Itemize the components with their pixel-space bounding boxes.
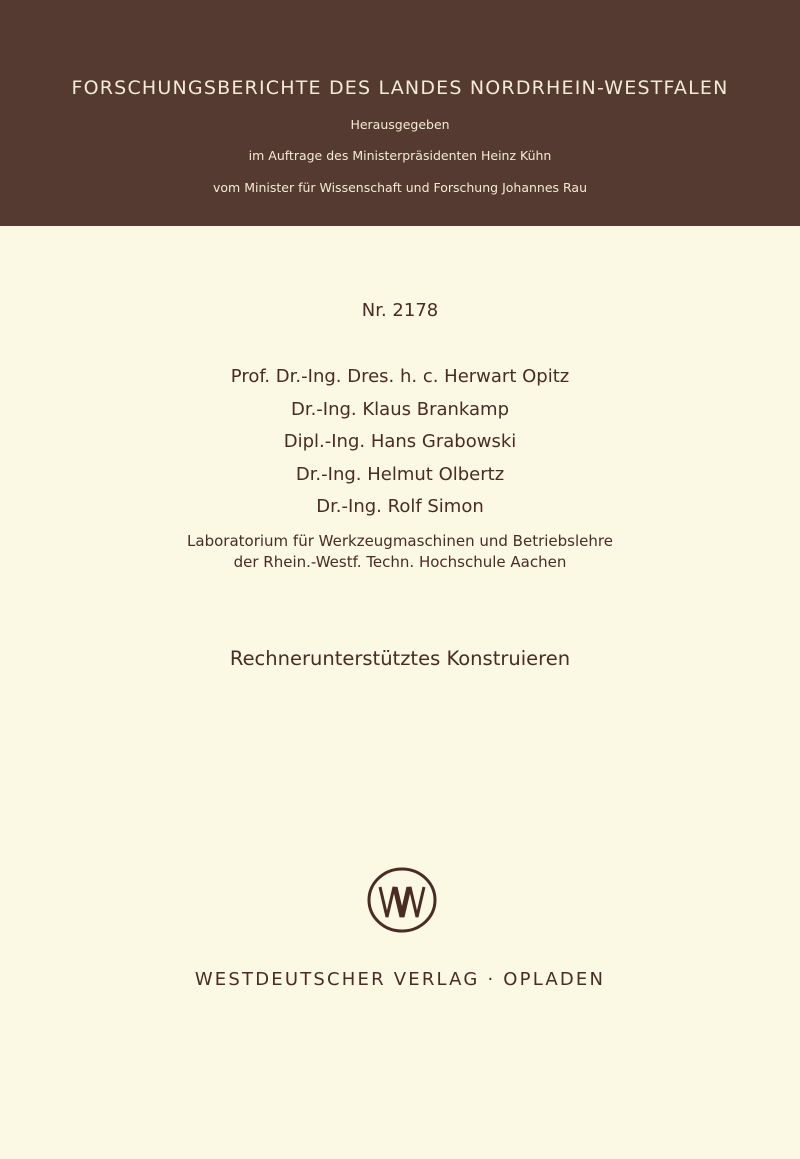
author-name: Prof. Dr.-Ing. Dres. h. c. Herwart Opitz — [230, 366, 570, 387]
cover-header-band — [0, 0, 800, 226]
header-editor-line: Herausgegeben — [350, 117, 450, 132]
author-name: Dr.-Ing. Helmut Olbertz — [295, 463, 505, 485]
publisher-imprint: WESTDEUTSCHER VERLAG · OPLADEN — [194, 969, 606, 990]
institute-line: der Rhein.-Westf. Techn. Hochschule Aachen — [233, 553, 567, 571]
header-commission-line: im Auftrage des Ministerpräsidenten Heinz Kühn — [248, 148, 552, 163]
author-list — [0, 361, 800, 524]
report-number: Nr. 2178 — [361, 300, 439, 321]
institute-line: Laboratorium für Werkzeugmaschinen und Betriebslehre — [187, 532, 613, 550]
author-name: Dr.-Ing. Klaus Brankamp — [290, 398, 510, 420]
author-name: Dipl.-Ing. Hans Grabowski — [283, 431, 517, 452]
westdeutscher-verlag-ww-logo-icon — [367, 867, 437, 933]
header-minister-line: vom Minister für Wissenschaft und Forschung Johannes Rau — [213, 180, 587, 195]
book-title: Rechnerunterstütztes Konstruieren — [229, 647, 571, 670]
institute-affiliation — [0, 531, 800, 573]
author-name: Dr.-Ing. Rolf Simon — [316, 496, 484, 517]
series-title: FORSCHUNGSBERICHTE DES LANDES NORDRHEIN-WESTFALEN — [71, 77, 729, 99]
